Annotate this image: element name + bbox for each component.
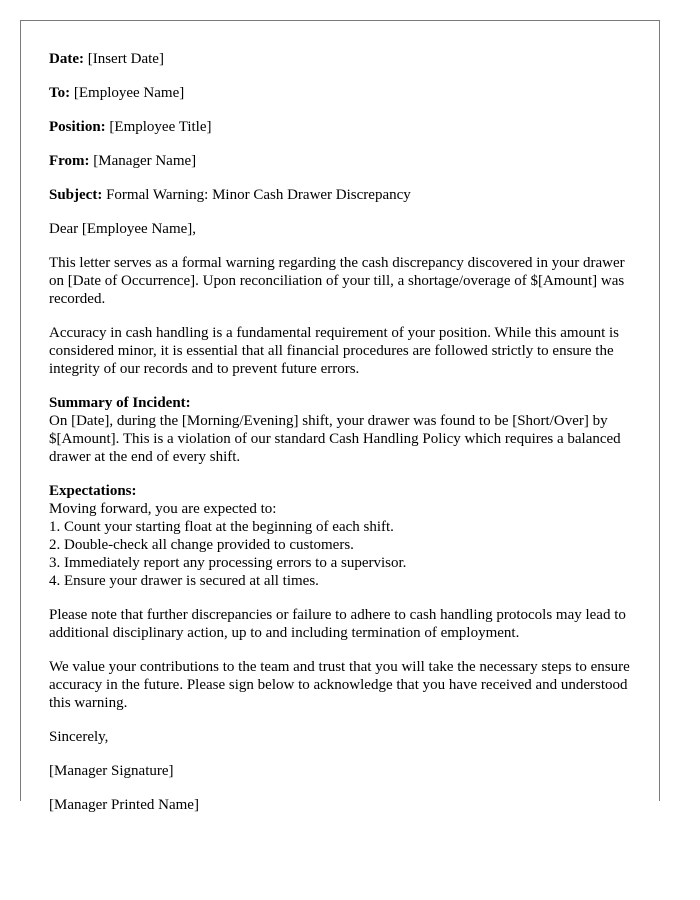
further-paragraph: Please note that further discrepancies or failure to adhere to cash handling protocols may lead to additional disciplinary action, up to and including termination of employment. <box>49 607 626 641</box>
expectation-item: 3. Immediately report any processing errors to a supervisor. <box>49 555 407 571</box>
from-label: From: <box>49 153 90 169</box>
expectations-intro: Moving forward, you are expected to: <box>49 501 277 517</box>
incident-text: On [Date], during the [Morning/Evening] shift, your drawer was found to be [Short/Over] by $[Amount]. This is a violation of our standard Cash Handling Policy which requires a balanced drawer at the end of every shift. <box>49 413 621 465</box>
accuracy-paragraph: Accuracy in cash handling is a fundamental requirement of your position. While this amount is considered minor, it is essential that all financial procedures are followed strictly to ensure the integrity of our records and to prevent future errors. <box>49 325 619 377</box>
from-value: [Manager Name] <box>93 153 197 169</box>
to-value: [Employee Name] <box>73 85 185 101</box>
manager-signature: [Manager Signature] <box>49 763 174 779</box>
expectation-item: 2. Double-check all change provided to customers. <box>49 537 354 553</box>
date-label: Date: <box>49 51 84 67</box>
date-line <box>49 50 639 68</box>
subject-label: Subject: <box>49 187 103 203</box>
value-paragraph: We value your contributions to the team and trust that you will take the necessary steps to ensure accuracy in the future. Please sign below to acknowledge that you have received and understood this warning. <box>49 659 630 711</box>
expectations-heading: Expectations: <box>49 483 137 499</box>
date-value: [Insert Date] <box>87 51 164 67</box>
manager-printed-name: [Manager Printed Name] <box>49 797 199 813</box>
subject-line <box>49 186 639 204</box>
intro-paragraph: This letter serves as a formal warning regarding the cash discrepancy discovered in your drawer on [Date of Occurrence]. Upon reconciliation of your till, a shortage/overage of $[Amount] was recorded. <box>49 255 625 307</box>
to-label: To: <box>49 85 71 101</box>
from-line <box>49 152 639 170</box>
position-value: [Employee Title] <box>109 119 212 135</box>
closing-text: Sincerely, <box>49 729 109 745</box>
expectations-section <box>49 482 639 590</box>
subject-value: Formal Warning: Minor Cash Drawer Discrepancy <box>106 187 411 203</box>
to-line <box>49 84 639 102</box>
expectation-item: 4. Ensure your drawer is secured at all times. <box>49 573 319 589</box>
incident-section <box>49 394 639 466</box>
incident-heading: Summary of Incident: <box>49 395 191 411</box>
position-label: Position: <box>49 119 106 135</box>
position-line <box>49 118 639 136</box>
salutation: Dear [Employee Name], <box>49 221 197 237</box>
letter-page <box>20 20 660 813</box>
expectation-item: 1. Count your starting float at the beginning of each shift. <box>49 519 394 535</box>
letter-body <box>49 50 639 830</box>
